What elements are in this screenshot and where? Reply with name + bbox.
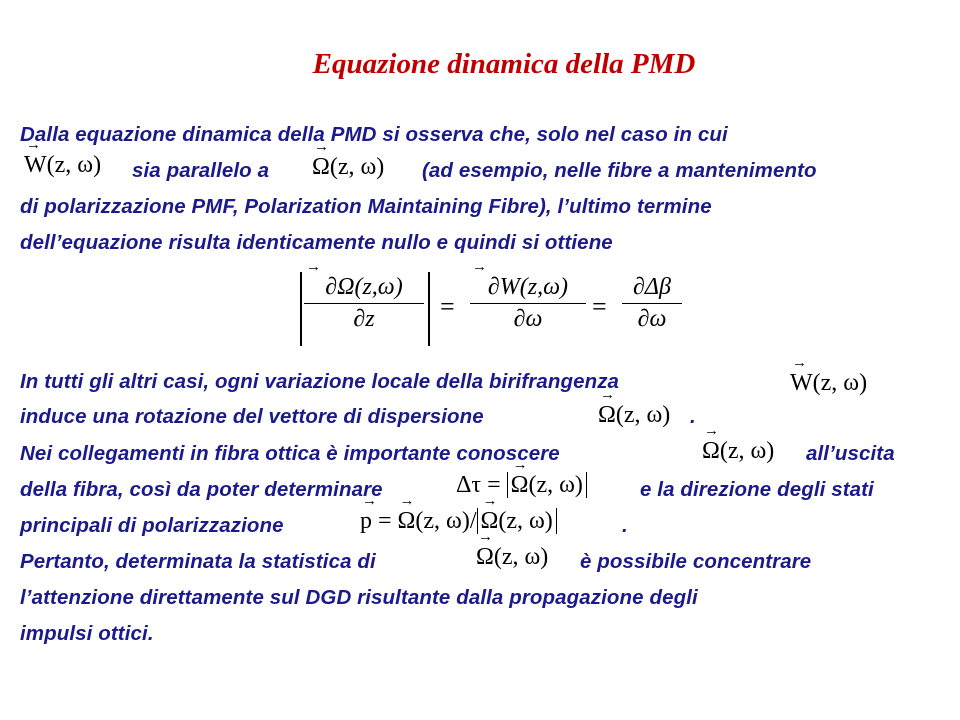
page-title: Equazione dinamica della PMD — [312, 48, 696, 80]
math-omega: → Ω(z, ω) — [312, 154, 384, 181]
text-line: di polarizzazione PMF, Polarization Maintaining Fibre), l’ultimo termine — [20, 195, 712, 218]
text-line: Nei collegamenti in fibra ottica è importante conoscere — [20, 442, 560, 465]
text-line: all’uscita — [806, 442, 895, 465]
text-line: induce una rotazione del vettore di dispersione — [20, 405, 484, 428]
math-delta-tau: Δτ = → Ω(z, ω) — [456, 472, 587, 499]
equation: $\frac{\partial\to \Omega(z,\omega)}{\partial z}$ = $\frac{\partial\to W(z,\omega)}{\partial\omega}$ = $\frac{\partial\Delta\beta}{\partial\omega}$ — [300, 272, 700, 356]
text-line: è possibile concentrare — [580, 550, 812, 573]
text-line: l’attenzione direttamente sul DGD risultante dalla propagazione degli — [20, 586, 698, 609]
text-line: Pertanto, determinata la statistica di — [20, 550, 376, 573]
fraction-w: $\frac{\partial\to W(z,\omega)}{\partial\omega}$ — [470, 274, 586, 333]
math-omega: → Ω(z, ω) — [476, 544, 548, 571]
text-line: (ad esempio, nelle fibre a mantenimento — [422, 159, 817, 182]
text-line: Dalla equazione dinamica della PMD si osserva che, solo nel caso in cui — [20, 123, 728, 146]
text-line: . — [622, 514, 628, 537]
text-line: della fibra, così da poter determinare — [20, 478, 383, 501]
fraction-omega: $\frac{\partial\to \Omega(z,\omega)}{\partial z}$ — [304, 274, 424, 333]
fraction-beta: $\frac{\partial\Delta\beta}{\partial\omega}$ — [622, 274, 682, 333]
math-omega: → Ω(z, ω) — [702, 438, 774, 465]
math-omega: → Ω(z, ω) — [598, 402, 670, 429]
text-line: e la direzione degli stati — [640, 478, 874, 501]
math-w: → W(z, ω) — [24, 152, 101, 179]
text-line: impulsi ottici. — [20, 622, 154, 645]
text-line: sia parallelo a — [132, 159, 270, 182]
math-p: → p = → Ω(z, ω)/→ Ω(z, ω) — [360, 508, 557, 535]
text-line: dell’equazione risulta identicamente nullo e quindi si ottiene — [20, 231, 613, 254]
math-w: → W(z, ω) — [790, 370, 867, 397]
text-line: . — [690, 405, 696, 428]
text-line: principali di polarizzazione — [20, 514, 284, 537]
text-line: In tutti gli altri casi, ogni variazione locale della birifrangenza — [20, 370, 620, 393]
